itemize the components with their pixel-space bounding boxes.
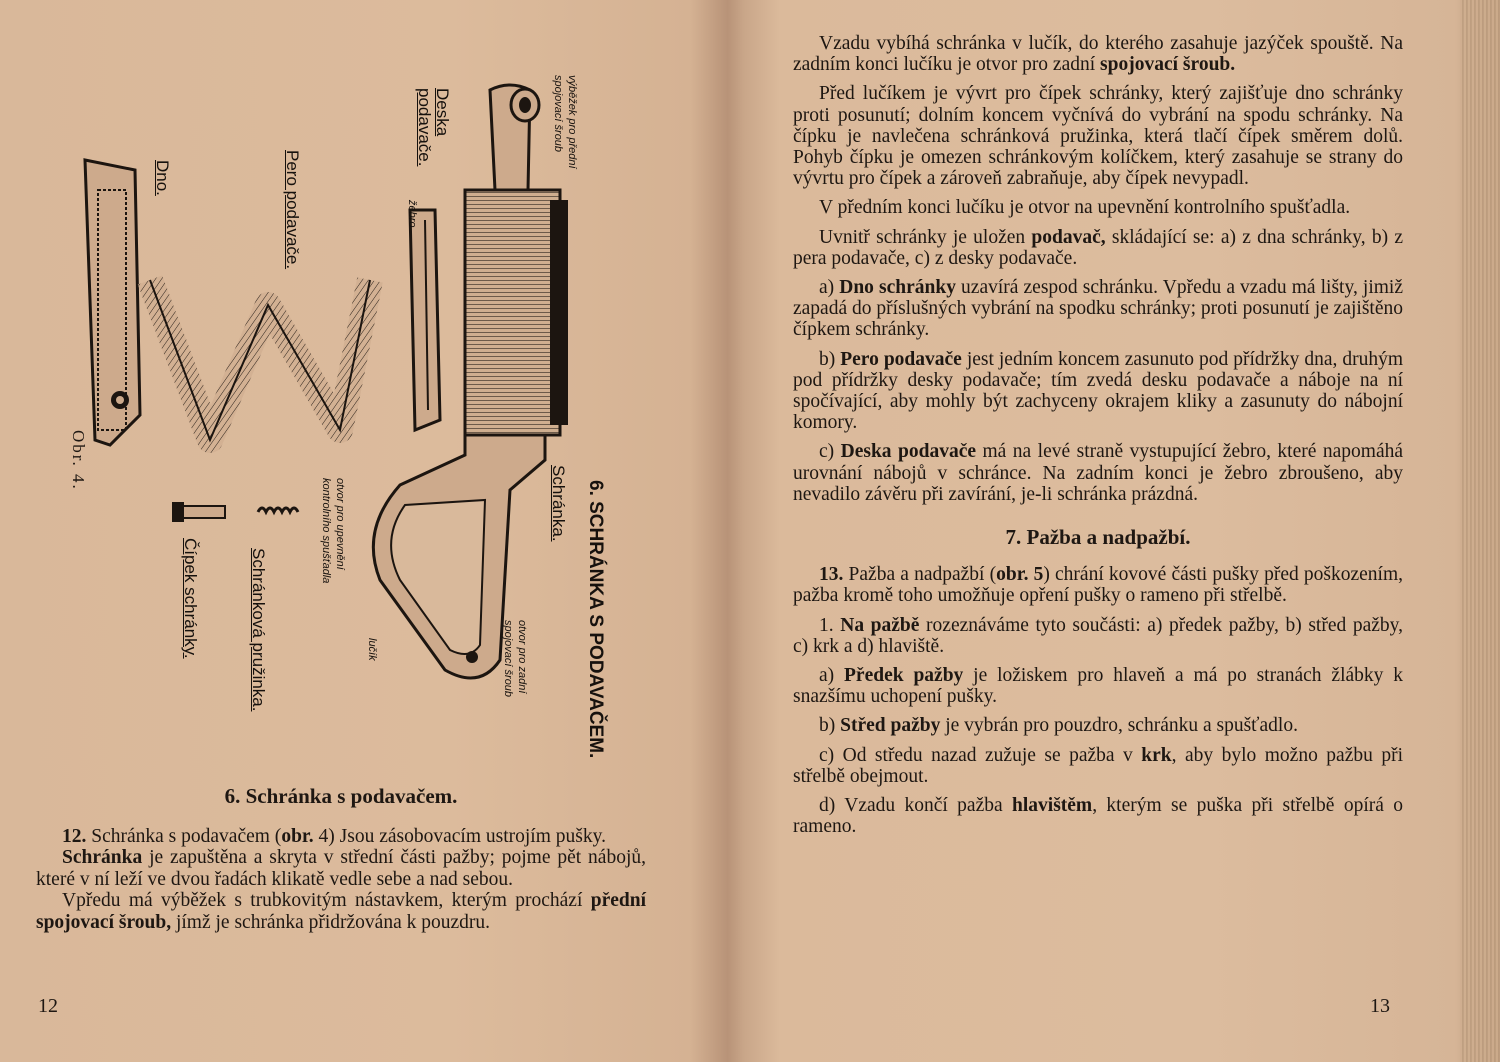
paragraph-prednim-konci: V předním konci lučíku je otvor na upevnění kontrolního spušťadla. [819,197,1351,219]
label-magazine-pin: Čípek schránky. [181,538,200,659]
magazine-body-drawing [373,85,568,678]
paragraph-predek: a) Předek pažby je ložiskem pro hlaveň a má po stranách žlábky k snazšímu uchopení pušky. [793,665,1403,708]
label-rear-hole-1: otvor pro zadní [516,620,528,694]
right-page-text [793,33,1403,846]
label-floor-plate: Dno. [153,160,172,196]
paragraph-dno: a) Dno schránky uzavírá zespod schránku. Vpředu a vzadu má lišty, jimiž zapadá do příslušných vybrání na spodku schránky; proti posunutí je zajištěno čípkem schránky. [793,277,1403,341]
label-front-lug-1: výběžek pro přední [566,75,578,169]
label-spring: Pero podavače. [283,150,302,270]
paragraph-krk: c) Od středu nazad zužuje se pažba v krk, aby bylo možno pažbu při střelbě obejmout. [793,744,1403,787]
floor-plate-drawing [85,160,140,445]
figure-title: 6. SCHRÁNKA S PODAVAČEM. [585,480,606,759]
label-trigger-guard: lučík [366,638,378,661]
figure-caption: Obr. 4. [69,430,88,491]
left-page [0,0,720,1062]
paragraph-13: 13. Pažba a nadpažbí (obr. 5) chrání kovové části pušky před poškozením, pažba kromě toho umožňuje opření pušky o rameno při střelbě. [793,564,1404,607]
page-number-right: 13 [1370,995,1390,1017]
paragraph-vzadu: Vzadu vybíhá schránka v lučík, do kterého zasahuje jazýček spouště. Na zadním konci lučíku je otvor pro zadní spojovací šroub. [793,33,1403,76]
right-page [735,0,1470,1062]
label-rear-hole-2: spojovací šroub [502,620,514,698]
paragraph-hlaviste: d) Vzadu končí pažba hlavištěm, kterým se puška při střelbě opírá o rameno. [793,795,1403,838]
label-follower-2: podavače. [415,88,434,167]
follower-spring-drawing [150,280,370,440]
label-follower-1: Deska [433,88,452,137]
label-control-hole-2: kontrolního spušťadla [320,478,332,584]
paragraph-na-pazbe: 1. Na pažbě rozeznáváme tyto součásti: a) předek pažby, b) střed pažby, c) krk a d) hlaviště. [793,614,1404,657]
label-control-hole-1: otvor pro upevnění [334,478,346,570]
paragraph-pero: b) Pero podavače jest jedním koncem zasunuto pod přídržky dna, druhým pod přídržky desky podavače; tím zvedá desku podavače a náboje na ní spočívající, aby mohly být zachyceny okrajem kliky a zasunuty do nábojní komory. [793,348,1403,434]
paragraph-deska: c) Deska podavače má na levé straně vystupující žebro, které napomáhá urovnání nábojů v schránce. Na zadním konci je žebro zbroušeno, aby nevadilo závěru při zavírání, je-li schránka prázdná. [793,441,1404,505]
paragraph-uvnitr: Uvnitř schránky je uložen podavač, skládající se: a) z dna schránky, b) z pera podavače, c) z desky podavače. [793,226,1404,269]
paragraph-stred: b) Střed pažby je vybrán pro pouzdro, schránku a spušťadlo. [819,715,1298,737]
paragraph-vypredu: Vpředu má výběžek s trubkovitým nástavkem, kterým prochází přední spojovací šroub, jímž je schránka přidržována k pouzdru. [36,890,646,933]
paragraph-12: 12. Schránka s podavačem (obr. 4) Jsou zásobovacím ustrojím pušky. [62,825,606,847]
label-rib: žebro [406,200,418,228]
page-number-left: 12 [38,995,58,1017]
figure-obr-4 [40,60,680,760]
left-page-text [36,786,646,933]
magazine-spring-and-pin-drawing [172,502,298,522]
paragraph-pred-lucikem: Před lučíkem je vývrt pro čípek schránky, který zajišťuje dno schránky proti posunutí; dolním koncem vyčnívá do vybrání na spodu schránky. Na čípku je navlečena schránková pružinka, která tlačí čípek směrem dolů. Pohyb čípku je omezen schránkovým kolíčkem, který zasahuje se strany do vývrtu pro čípek a zároveň zabraňuje, aby čípek nevypadl. [793,83,1403,190]
section-7-heading: 7. Pažba a nadpažbí. [1005,525,1191,550]
paragraph-schranka: Schránka je zapuštěna a skryta v střední části pažby; pojme pět nábojů, které v ní leží ve dvou řadách klikatě vedle sebe a nad sebou. [36,847,646,890]
label-magazine: Schránka. [549,465,568,542]
label-front-lug-2: spojovací šroub [552,75,564,153]
follower-drawing [410,210,440,430]
section-6-heading: 6. Schránka s podavačem. [224,784,458,808]
label-magazine-spring: Schránková pružinka. [249,548,268,712]
